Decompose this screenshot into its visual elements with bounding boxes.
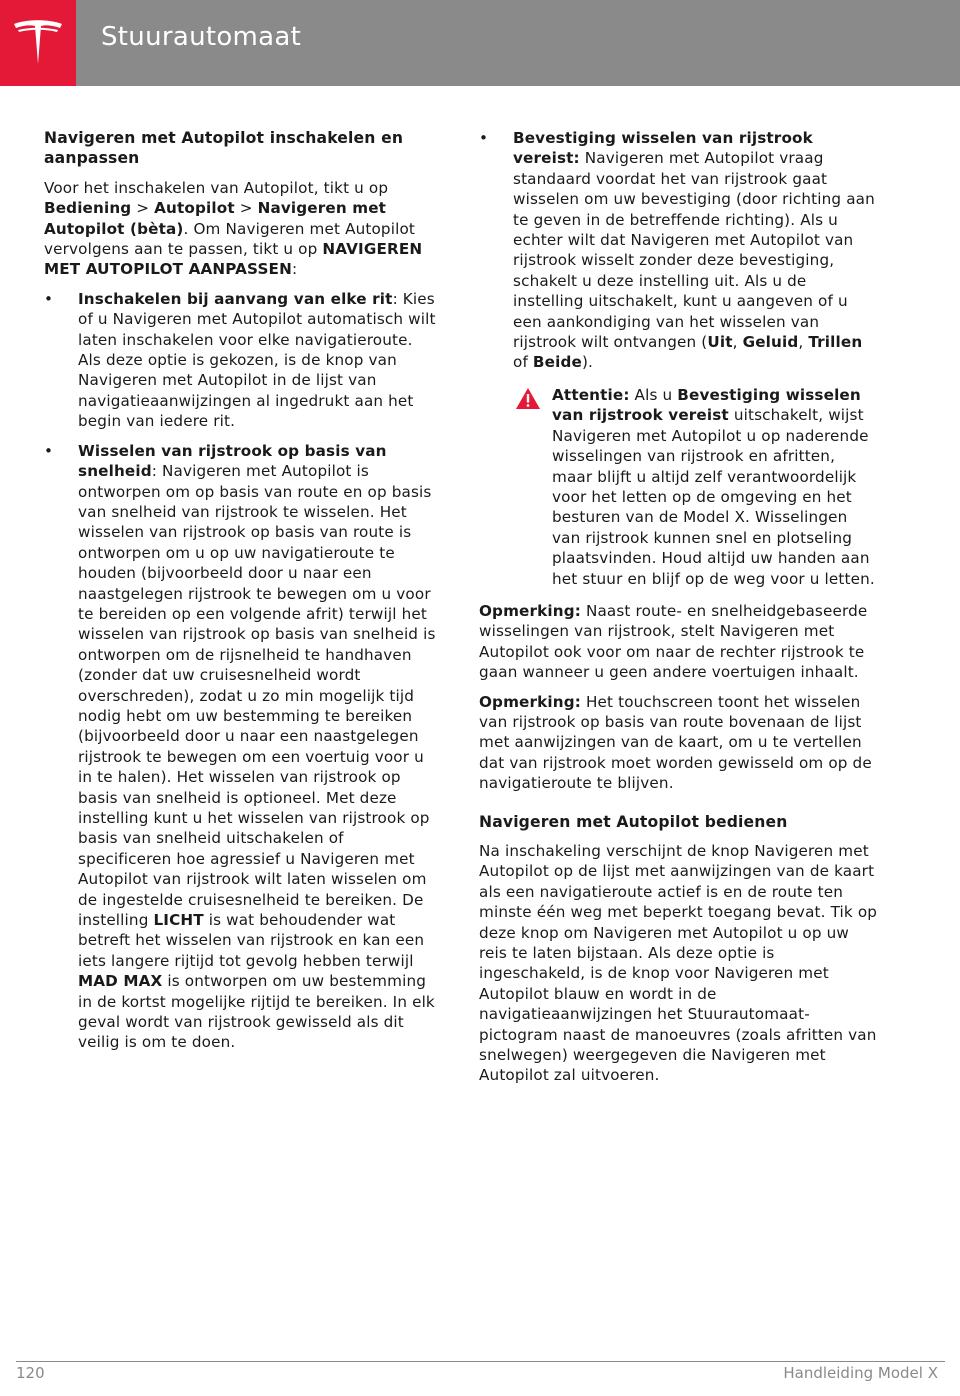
bullet-icon: • [44, 441, 54, 460]
note-paragraph: Opmerking: Naast route- en snelheidgebaseerde wisselingen van rijstrook, stelt Navigeren met Autopilot ook voor om naar de rechter rijstrook te gaan wanneer u geen andere voertuigen inhaalt. [479, 601, 868, 682]
warning-triangle-icon [515, 387, 541, 410]
bullet-item: • Bevestiging wisselen van rijstrook vereist: Navigeren met Autopilot vraag standaard voordat het van rijstrook gaat wisselen om uw bevestiging (door richting aan te geven in de betreffende richting). Als u echter wilt dat Navigeren met Autopilot van rijstrook wisselt zonder deze bevestiging, schakelt u deze instelling uit. Als u de instelling uitschakelt, kunt u aangeven of u een aankondiging van het wisselen van rijstrook wilt ontvangen (Uit, Geluid, Trillen of Beide). [479, 129, 875, 372]
tesla-logo-icon [12, 18, 64, 70]
body-paragraph: Na inschakeling verschijnt de knop Navigeren met Autopilot op de lijst met aanwijzingen van de kaart als een navigatieroute actief is en de route ten minste één weg met beperkt toegang bevat. Tik op deze knop om Navigeren met Autopilot u op uw reis te laten bijstaan. Als deze optie is ingeschakeld, is de knop voor Navigeren met Autopilot blauw en wordt in de navigatieaanwijzingen het Stuurautomaat-pictogram naast de manoeuvres (zoals afritten van snelwegen) weergegeven die Navigeren met Autopilot zal uitvoeren. [479, 842, 878, 1085]
note-paragraph: Opmerking: Het touchscreen toont het wisselen van rijstrook op basis van route bovenaan de lijst met aanwijzingen van de kaart, om u te vertellen dat van rijstrook moet worden gewisseld om op de navigatieroute te blijven. [479, 692, 872, 793]
intro-paragraph: Voor het inschakelen van Autopilot, tikt u op Bediening > Autopilot > Navigeren met Autopilot (bèta). Om Navigeren met Autopilot vervolgens aan te passen, tikt u op NAVIGEREN MET AUTOPILOT AANPASSEN: [44, 178, 423, 279]
page-header [0, 0, 960, 86]
warning-box: Attentie: Als u Bevestiging wisselen van rijstrook vereist uitschakelt, wijst Navigeren met Autopilot u op naderende wisselingen van rijstrook en afritten, maar blijft u altijd zelf verantwoordelijk voor het letten op de omgeving en het besturen van de Model X. Wisselingen van rijstrook kunnen snel en plotseling plaatsvinden. Houd altijd uw handen aan het stuur en blijf op de weg voor u letten. [479, 385, 879, 589]
page-title: Stuurautomaat [101, 22, 302, 52]
section-heading: Navigeren met Autopilot inschakelen en aanpassen [44, 129, 404, 168]
bullet-icon: • [479, 129, 489, 147]
logo-box [0, 0, 76, 86]
section-heading: Navigeren met Autopilot bedienen [479, 812, 788, 831]
left-column [44, 128, 440, 1062]
footer-divider [16, 1361, 945, 1362]
bullet-item: • Wisselen van rijstrook op basis van snelheid: Navigeren met Autopilot is ontworpen om op basis van route en op basis van snelheid van rijstrook te wisselen. Het wisselen van rijstrook op basis van route is ontworpen om u op uw navigatieroute te houden (bijvoorbeeld door u naar een naastgelegen rijstrook te bewegen om u voor te bereiden op een volgende afrit) terwijl het wisselen van rijstrook op basis van snelheid is ontworpen om de rijsnelheid te handhaven (zonder dat uw cruisesnelheid wordt overschreden), zodat u zo min mogelijk tijd nodig hebt om uw bestemming te bereiken (bijvoorbeeld door u naar een naastgelegen rijstrook te bewegen om een voertuig voor u in te halen). Het wisselen van rijstrook op basis van snelheid is optioneel. Met deze instelling kunt u het wisselen van rijstrook op basis van snelheid uitschakelen of specificeren hoe agressief u Navigeren met Autopilot van rijstrook wilt laten wisselen om de ingestelde cruisesnelheid te bereiken. De instelling LICHT is wat behoudender wat betreft het wisselen van rijstrook en kan een iets langere rijtijd tot gevolg hebben terwijl MAD MAX is ontworpen om uw bestemming in de kortst mogelijke rijtijd te bereiken. In elk geval wordt van rijstrook gewisseld als dit veilig is om te doen. [44, 441, 436, 1052]
right-column [479, 128, 879, 1095]
footer-title: Handleiding Model X [783, 1364, 938, 1382]
bullet-item: • Inschakelen bij aanvang van elke rit: Kies of u Navigeren met Autopilot automatisch wilt laten inschakelen voor elke navigatieroute. Als deze optie is gekozen, is de knop van Navigeren met Autopilot in de lijst van navigatieaanwijzingen al ingedrukt aan het begin van iedere rit. [44, 289, 436, 431]
page-number: 120 [16, 1364, 45, 1382]
bullet-icon: • [44, 289, 54, 308]
